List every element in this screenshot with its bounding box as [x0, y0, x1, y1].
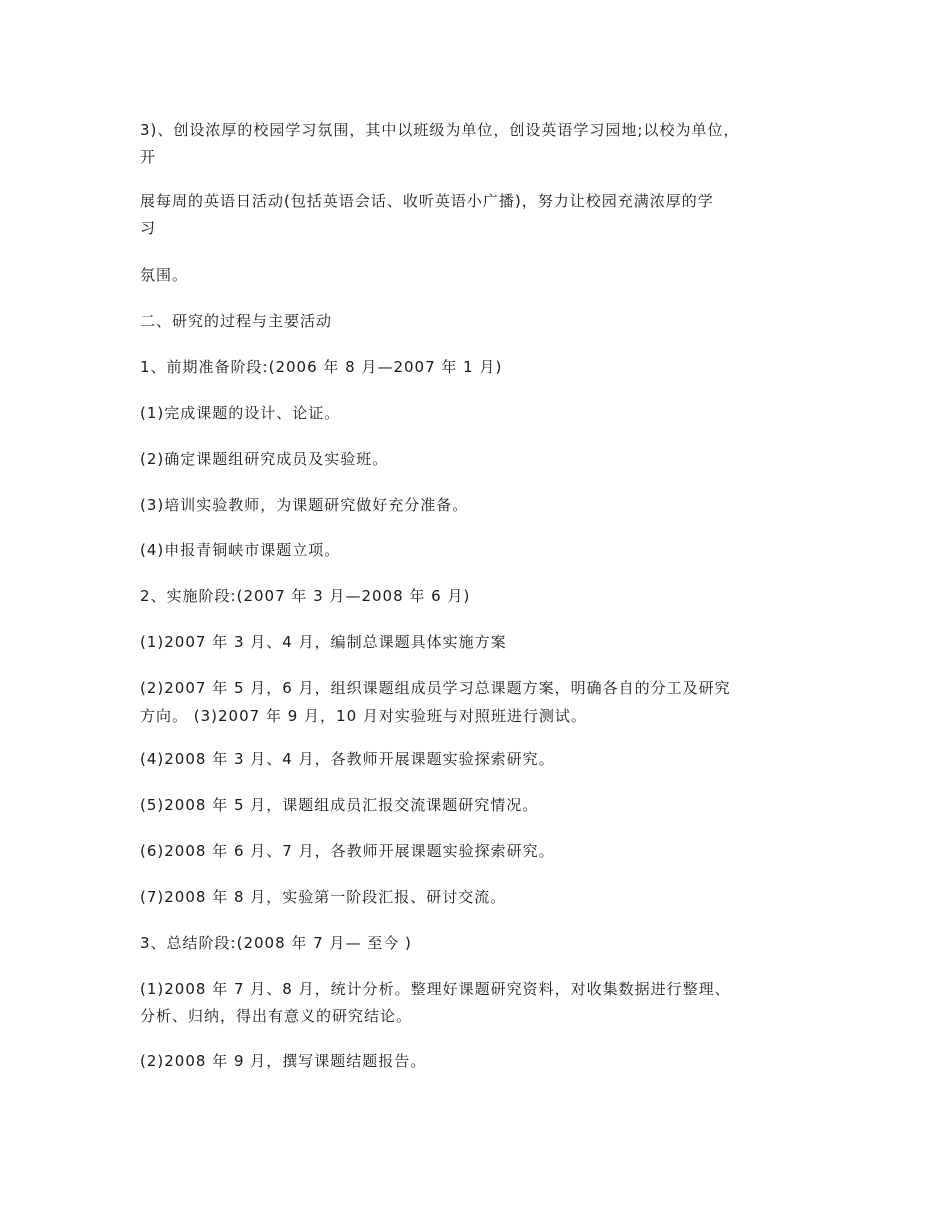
- list-item: (1)2007 年 3 月、4 月，编制总课题具体实施方案: [140, 633, 507, 651]
- list-item: (4)2008 年 3 月、4 月，各教师开展课题实验探索研究。: [140, 750, 555, 768]
- stage-heading: 2、实施阶段:(2007 年 3 月—2008 年 6 月): [140, 587, 471, 605]
- list-item: (2)2008 年 9 月，撰写课题结题报告。: [140, 1052, 427, 1070]
- stage-heading: 3、总结阶段:(2008 年 7 月— 至今 ): [140, 934, 412, 952]
- list-item: (4)申报青铜峡市课题立项。: [140, 541, 341, 559]
- list-item: (3)培训实验教师，为课题研究做好充分准备。: [140, 496, 469, 514]
- list-item: (1)完成课题的设计、论证。: [140, 404, 341, 422]
- list-item: (2)确定课题组研究成员及实验班。: [140, 450, 389, 468]
- text-line: 3)、创设浓厚的校园学习氛围，其中以班级为单位，创设英语学习园地;以校为单位，: [140, 121, 740, 139]
- text-line: 开: [140, 148, 157, 166]
- list-item: (2)2007 年 5 月，6 月，组织课题组成员学习总课题方案，明确各自的分工及研究: [140, 679, 731, 697]
- stage-heading: 1、前期准备阶段:(2006 年 8 月—2007 年 1 月): [140, 358, 503, 376]
- list-item: (6)2008 年 6 月、7 月，各教师开展课题实验探索研究。: [140, 842, 555, 860]
- section-heading: 二、研究的过程与主要活动: [140, 312, 333, 330]
- text-line: 展每周的英语日活动(包括英语会话、收听英语小广播)，努力让校园充满浓厚的学: [140, 192, 714, 210]
- text-line: 习: [140, 219, 157, 237]
- text-line: 氛围。: [140, 266, 189, 284]
- list-item: 方向。 (3)2007 年 9 月，10 月对实验班与对照班进行测试。: [140, 707, 587, 725]
- list-item: (1)2008 年 7 月、8 月，统计分析。整理好课题研究资料，对收集数据进行整理、: [140, 980, 731, 998]
- list-item: 分析、归纳，得出有意义的研究结论。: [140, 1007, 413, 1025]
- list-item: (7)2008 年 8 月，实验第一阶段汇报、研讨交流。: [140, 888, 507, 906]
- list-item: (5)2008 年 5 月，课题组成员汇报交流课题研究情况。: [140, 796, 539, 814]
